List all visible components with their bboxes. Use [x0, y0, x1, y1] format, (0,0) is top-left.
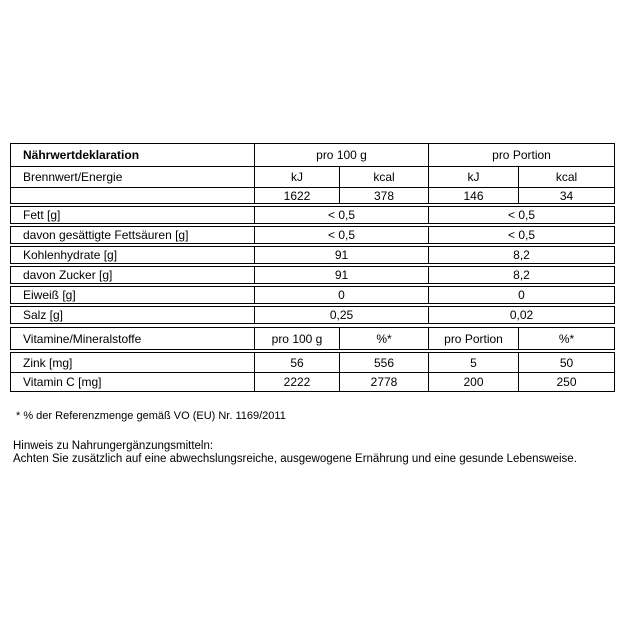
col-header-percent: %* [339, 328, 428, 349]
col-header-pro-100g: pro 100 g [254, 328, 339, 349]
value-cell: 146 [428, 188, 518, 203]
value-cell: 91 [254, 267, 428, 283]
value-cell: 0,02 [428, 307, 614, 323]
table-row-energy-units [11, 166, 614, 187]
value-cell: 378 [339, 188, 428, 203]
unit-cell: kJ [428, 167, 518, 187]
value-cell: < 0,5 [428, 227, 614, 243]
unit-cell: kcal [518, 167, 614, 187]
row-label: Fett [g] [23, 208, 61, 222]
supplement-note-heading: Hinweis zu Nahrungergänzungsmitteln: [13, 440, 214, 452]
row-label: Brennwert/Energie [23, 170, 123, 184]
table-row-energy-values [11, 187, 614, 203]
value-cell: 8,2 [428, 267, 614, 283]
row-label: Vitamin C [mg] [23, 375, 102, 389]
table-row-vitamins-header [10, 327, 615, 350]
supplement-note [13, 440, 577, 466]
value-cell: 556 [339, 353, 428, 372]
unit-cell: kJ [254, 167, 339, 187]
table-row-kohlenhydrate [10, 246, 615, 264]
supplement-note-text: Achten Sie zusätzlich auf eine abwechslungsreiche, ausgewogene Ernährung und eine gesunde Lebensweise. [13, 453, 577, 465]
table-vitamins-group [10, 352, 615, 392]
row-label: Eiweiß [g] [23, 288, 76, 302]
table-title: Nährwertdeklaration [23, 148, 140, 162]
table-row-gesaettigte-fettsaeuren [10, 226, 615, 244]
row-label: davon Zucker [g] [23, 268, 113, 282]
value-cell: 50 [518, 353, 614, 372]
table-row-salz [10, 306, 615, 324]
table-header-group [10, 143, 615, 204]
value-cell: 0 [428, 287, 614, 303]
table-row-eiweiss [10, 286, 615, 304]
table-row-title [11, 144, 614, 166]
table-row-zucker [10, 266, 615, 284]
row-label: Salz [g] [23, 308, 64, 322]
value-cell: 2778 [339, 373, 428, 391]
col-header-pro-portion: pro Portion [428, 144, 614, 166]
table-row-vitamin-c [11, 372, 614, 391]
row-label: Kohlenhydrate [g] [23, 248, 118, 262]
value-cell: 34 [518, 188, 614, 203]
value-cell: 0 [254, 287, 428, 303]
col-header-percent: %* [518, 328, 614, 349]
value-cell: 56 [254, 353, 339, 372]
row-label-empty [11, 188, 254, 203]
table-row-fett [10, 206, 615, 224]
row-label: Vitamine/Mineralstoffe [23, 331, 142, 346]
col-header-pro-100g: pro 100 g [254, 144, 428, 166]
row-label: Zink [mg] [23, 355, 73, 370]
reference-footnote: * % der Referenzmenge gemäß VO (EU) Nr. 1169/2011 [16, 410, 286, 422]
col-header-pro-portion: pro Portion [428, 328, 518, 349]
value-cell: 0,25 [254, 307, 428, 323]
value-cell: 250 [518, 373, 614, 391]
value-cell: 1622 [254, 188, 339, 203]
value-cell: 2222 [254, 373, 339, 391]
value-cell: 5 [428, 353, 518, 372]
value-cell: < 0,5 [428, 207, 614, 223]
value-cell: < 0,5 [254, 207, 428, 223]
value-cell: 200 [428, 373, 518, 391]
table-row-zink [11, 353, 614, 372]
row-label: davon gesättigte Fettsäuren [g] [23, 228, 189, 242]
value-cell: 91 [254, 247, 428, 263]
unit-cell: kcal [339, 167, 428, 187]
value-cell: 8,2 [428, 247, 614, 263]
value-cell: < 0,5 [254, 227, 428, 243]
nutrition-table [10, 143, 615, 392]
